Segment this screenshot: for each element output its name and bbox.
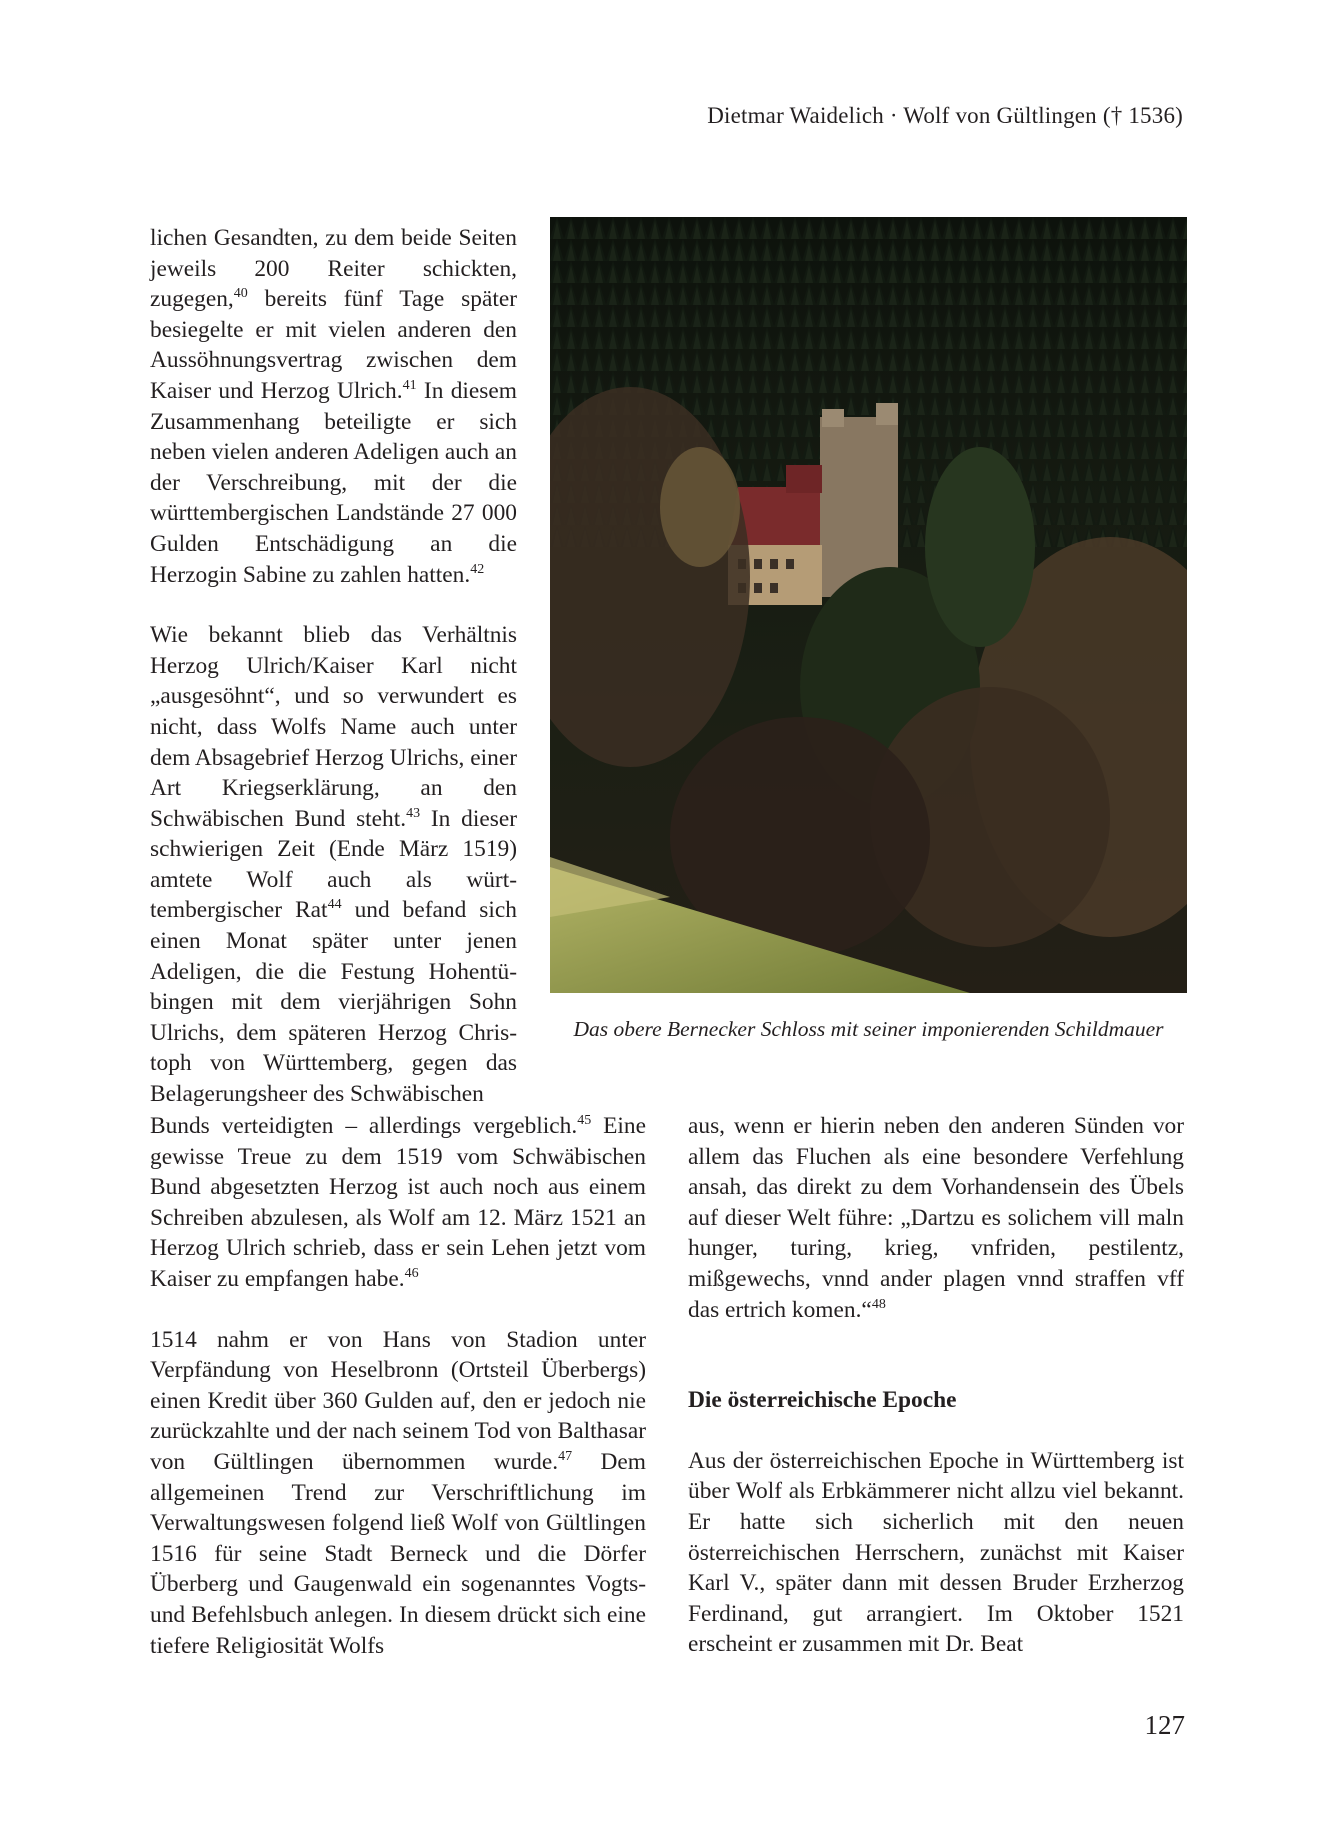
footnote-ref-41[interactable]: 41 [402, 377, 417, 393]
left-column-lower [150, 1111, 646, 1661]
footnote-ref-44[interactable]: 44 [327, 897, 342, 913]
running-head: Dietmar Waidelich · Wolf von Gültlingen († 1536) [707, 103, 1183, 128]
paragraph-4: aus, wenn er hierin neben den anderen Sünden vor allem das Fluchen als eine besondere Verfehlung ansah, das direkt zu dem Vorhandensein des Übels auf dieser Welt führe: „Dartzu es solichem vill maln hunger, turing, krieg, vnfriden, pestilentz, mißgewechs, vnnd ander plagen vnnd straffen vff das ertrich komen.“$^{48}$ [688, 1113, 1184, 1323]
castle-photo [550, 217, 1187, 993]
figure-caption: Das obere Bernecker Schloss mit seiner imponierenden Schildmauer [573, 1017, 1164, 1041]
paragraph-3: 1514 nahm er von Hans von Stadion unter Verpfändung von Heselbronn (Ortsteil Überbergs) einen Kredit über 360 Gulden auf, den er jedoch nie zurückzahlte und der nach seinem Tod von Balthasar von Gültlingen übernommen wurde.$^{47}$ Dem allgemeinen Trend zur Verschriftlichung im Verwaltungswesen folgend ließ Wolf von Gültlingen 1516 für seine Stadt Berneck und die Dörfer Überberg und Gaugenwald ein sogenanntes Vogts- und Befehlsbuch anlegen. In diesem drückt sich eine tiefere Religiosität Wolfs [150, 1326, 646, 1659]
paragraph-1: lichen Gesandten, zu dem beide Seiten jeweils 200 Reiter schickten, zugegen,$^{40}$ bereits fünf Tage später besiegelte er mit vielen anderen den Aussöhnungsvertrag zwischen dem Kaiser und Herzog Ulrich.$^{41}$ In diesem Zusammenhang beteiligte er sich neben vielen anderen Adeligen auch an der Verschreibung, mit der die württembergischen Landstände 27 000 Gulden Entschädigung an die Herzogin Sabine zu zahlen hatten.$^{42}$ [150, 225, 517, 588]
footnote-ref-48[interactable]: 48 [871, 1296, 886, 1312]
footnote-ref-46[interactable]: 46 [404, 1265, 419, 1281]
paragraph-2-continued: Bunds verteidigten – allerdings vergeblich.$^{45}$ Eine gewisse Treue zu dem 1519 vom Schwäbischen Bund abgesetzten Herzog ist auch noch aus einem Schreiben abzulesen, als Wolf am 12. März 1521 an Herzog Ulrich schrieb, dass er sein Lehen jetzt vom Kaiser zu empfangen habe.$^{46}$ [150, 1113, 646, 1292]
footnote-ref-45[interactable]: 45 [577, 1113, 592, 1128]
footnote-ref-40[interactable]: 40 [233, 286, 248, 302]
castle-photo-illustration [550, 217, 1187, 993]
paragraph-2: Wie bekannt blieb das Verhältnis Herzog Ulrich/Kaiser Karl nicht „ausgesöhnt“, und so verwundert es nicht, dass Wolfs Name auch unter dem Absagebrief Herzog Ulrichs, einer Art Kriegserklärung, an den Schwäbischen Bund steht.$^{43}$ In dieser schwierigen Zeit (Ende März 1519) amtete Wolf auch als württembergischer Rat$^{44}$ und befand sich einen Monat später unter jenen Adeligen, die die Festung Hohentübingen mit dem vierjährigen Sohn Ulrichs, dem späteren Herzog Christoph von Württemberg, gegen das Belagerungsheer des Schwäbischen [150, 622, 517, 1108]
section-heading: Die österreichische Epoche [688, 1387, 957, 1414]
footnote-ref-43[interactable]: 43 [406, 805, 421, 821]
left-column-upper [150, 223, 517, 1110]
footnote-ref-42[interactable]: 42 [470, 561, 485, 577]
page-number: 127 [1144, 1710, 1185, 1740]
right-column [688, 1111, 1184, 1660]
paragraph-5: Aus der österreichischen Epoche in Württemberg ist über Wolf als Erbkämmerer nicht allzu viel bekannt. Er hatte sich sicherlich mit den neuen österreichischen Herrschern, zunächst mit Kaiser Karl V., später dann mit dessen Bruder Erzherzog Ferdinand, gut arrangiert. Im Oktober 1521 erscheint er zusammen mit Dr. Beat [688, 1447, 1184, 1658]
footnote-ref-47[interactable]: 47 [558, 1448, 573, 1464]
